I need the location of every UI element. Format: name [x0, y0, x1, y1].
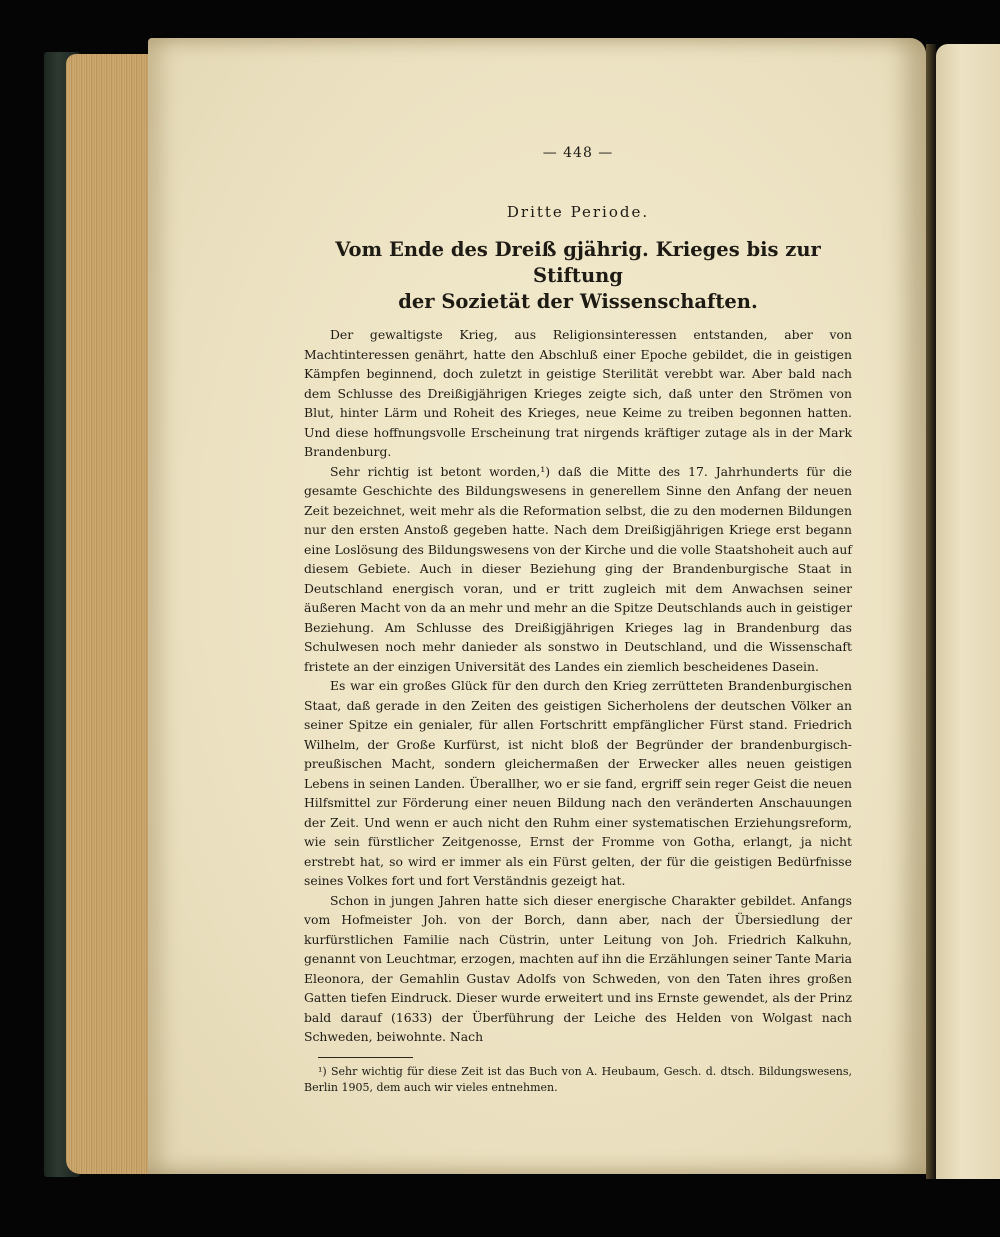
paragraph-1: Der gewaltigste Krieg, aus Religionsinteressen entstanden, aber von Machtinteressen genährt, hatte den Abschluß einer Epoche gebildet, die in geistigen Kämpfen beginnend, doch zuletzt in geistige Sterilität verebbt war. Aber bald nach dem Schlusse des Dreißigjährigen Krieges zeigte sich, daß unter den Strömen von Blut, hinter Lärm und Roheit des Krieges, neue Keime zu treiben begonnen hatten. Und diese hoffnungsvolle Erscheinung trat nirgends kräftiger zutage als in der Mark Brandenburg. — [304, 327, 852, 459]
footnote-rule — [318, 1057, 413, 1058]
paragraph-2: Sehr richtig ist betont worden,¹) daß die Mitte des 17. Jahrhunderts für die gesamte Geschichte des Bildungswesens in generellem Sinne den Anfang der neuen Zeit bezeichnet, weit mehr als die Reformation selbst, die zu den modernen Bildungen nur den ersten Anstoß gegeben hatte. Nach dem Dreißigjährigen Kriege erst begann eine Loslösung des Bildungswesens von der Kirche und die volle Staatshoheit auch auf diesem Gebiete. Auch in dieser Beziehung ging der Brandenburgische Staat in Deutschland energisch voran, und er tritt zugleich mit dem Anwachsen seiner äußeren Macht von da an mehr und mehr an die Spitze Deutschlands auch in geistiger Beziehung. Am Schlusse des Dreißigjährigen Krieges lag in Brandenburg das Schulwesen noch mehr danieder als sonstwo in Deutschland, und die Wissenschaft fristete an der einzigen Universität des Landes ein ziemlich bescheidenes Dasein. — [304, 463, 852, 674]
period-heading: Dritte Periode. — [506, 203, 650, 221]
page-content — [304, 145, 852, 1096]
page-number: — 448 — — [542, 145, 614, 161]
chapter-title — [304, 237, 852, 315]
chapter-title-line-2: der Sozietät der Wissenschaften. — [398, 290, 758, 313]
facing-page — [936, 44, 1000, 1179]
paragraph-4: Schon in jungen Jahren hatte sich dieser energische Charakter gebildet. Anfangs vom Hofmeister Joh. von der Borch, dann aber, nach der Übersiedlung der kurfürstlichen Familie nach Cüstrin, unter Leitung von Joh. Friedrich Kalkuhn, genannt von Leuchtmar, erzogen, machten auf ihn die Erzählungen seiner Tante Maria Eleonora, der Gemahlin Gustav Adolfs von Schweden, von den Taten ihres großen Gatten tiefen Eindruck. Dieser wurde erweitert und ins Ernste gewendet, als der Prinz bald darauf (1633) der Überführung der Leiche des Helden von Wolgast nach Schweden, beiwohnte. Nach — [304, 892, 852, 1044]
chapter-title-line-1: Vom Ende des Dreiß gjährig. Krieges bis zur Stiftung — [335, 238, 821, 287]
paragraph-3: Es war ein großes Glück für den durch den Krieg zerrütteten Brandenburgischen Staat, daß gerade in den Zeiten des geistigen Sicherholens der deutschen Völker an seiner Spitze ein genialer, für allen Fortschritt empfänglicher Fürst stand. Friedrich Wilhelm, der Große Kurfürst, ist nicht bloß der Begründer der brandenburgisch-preußischen Macht, sondern gleichermaßen der Erwecker alles neuen geistigen Lebens in seinen Landen. Überallher, wo er sie fand, ergriff sein reger Geist die neuen Hilfsmittel zur Förderung einer neuen Bildung nach den veränderten Anschauungen der Zeit. Und wenn er auch nicht den Ruhm einer systematischen Erziehungsreform, wie sein fürstlicher Zeitgenosse, Ernst der Fromme von Gotha, erlangt, ja nicht erstrebt hat, so wird er immer als ein Fürst gelten, der für die geistigen Bedürfnisse seines Volkes fort und fort Verständnis gezeigt hat. — [304, 678, 852, 888]
footnote: ¹) Sehr wichtig für diese Zeit ist das Buch von A. Heubaum, Gesch. d. dtsch. Bildungswesens, Berlin 1905, dem auch wir vieles entnehmen. — [304, 1064, 852, 1094]
book-gutter — [926, 44, 936, 1179]
